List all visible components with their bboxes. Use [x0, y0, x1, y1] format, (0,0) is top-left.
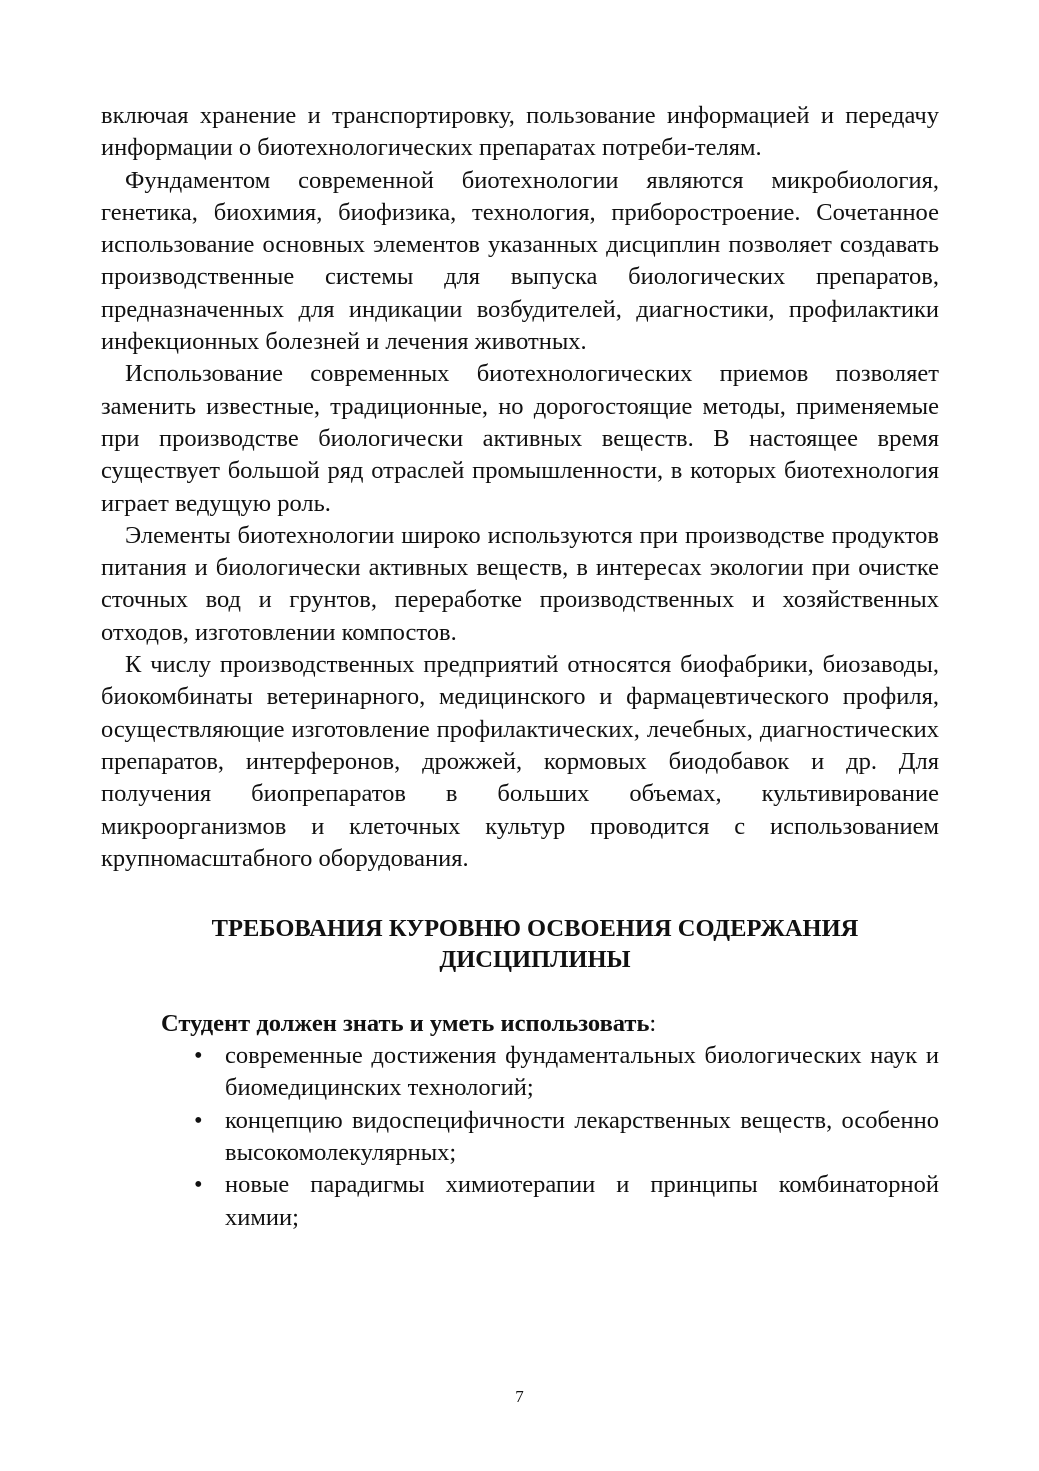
paragraph-foundation: Фундаментом современной биотехнологии являются микробиология, генетика, биохимия, биофизика, технология, приборостроение. Сочетанное использование основных элементов указанных дисциплин позволяет создавать производственные системы для выпуска биологических препаратов, предназначенных для индикации возбудителей, диагностики, профилактики инфекционных болезней и лечения животных.	[101, 166, 939, 356]
paragraph-enterprises: К числу производственных предприятий относятся биофабрики, биозаводы, биокомбинаты ветеринарного, медицинского и фармацевтического профиля, осуществляющие изготовление профилактических, лечебных, диагностических препаратов, интерферонов, дрожжей, кормовых биодобавок и др. Для получения биопрепаратов в больших объемах, культивирование микроорганизмов и клеточных культур проводится с использованием крупномасштабного оборудования.	[101, 651, 939, 872]
requirements-lead	[101, 1008, 939, 1040]
bullet-icon: •	[194, 1106, 203, 1134]
list-item-text: новые парадигмы химиотерапии и принципы комбинаторной химии;	[225, 1171, 939, 1231]
paragraph-methods: Использование современных биотехнологических приемов позволяет заменить известные, традиционные, но дорогостоящие методы, применяемые при производстве биологически активных веществ. В настоящее время существует большой ряд отраслей промышленности, в которых биотехнология играет ведущую роль.	[101, 360, 939, 517]
section-heading-line-1: ТРЕБОВАНИЯ КУРОВНЮ ОСВОЕНИЯ СОДЕРЖАНИЯ	[211, 915, 859, 943]
list-item	[194, 1105, 939, 1170]
bullet-icon: •	[194, 1171, 203, 1199]
paragraph-continuation: включая хранение и транспортировку, пользование информацией и передачу информации о биотехнологических препаратах потреби-телям.	[101, 102, 939, 162]
page-number: 7	[515, 1387, 524, 1406]
list-item	[194, 1169, 939, 1234]
page-content	[101, 100, 939, 1234]
section-heading-line-2: ДИСЦИПЛИНЫ	[439, 946, 631, 974]
list-item-text: концепцию видоспецифичности лекарственных веществ, особенно высокомолекулярных;	[225, 1106, 939, 1167]
list-item	[194, 1040, 939, 1105]
section-heading	[101, 913, 939, 975]
paragraph-elements: Элементы биотехнологии широко используются при производстве продуктов питания и биологически активных веществ, в интересах экологии при очистке сточных вод и грунтов, переработке производственных и хозяйственных отходов, изготовлении компостов.	[101, 521, 939, 646]
requirements-lead-bold: Студент должен знать и уметь использовать	[161, 1010, 650, 1038]
bullet-icon: •	[194, 1042, 203, 1070]
requirements-list	[101, 1040, 939, 1234]
list-item-text: современные достижения фундаментальных биологических наук и биомедицинских технологий;	[225, 1042, 939, 1102]
requirements-lead-colon: :	[649, 1010, 657, 1038]
